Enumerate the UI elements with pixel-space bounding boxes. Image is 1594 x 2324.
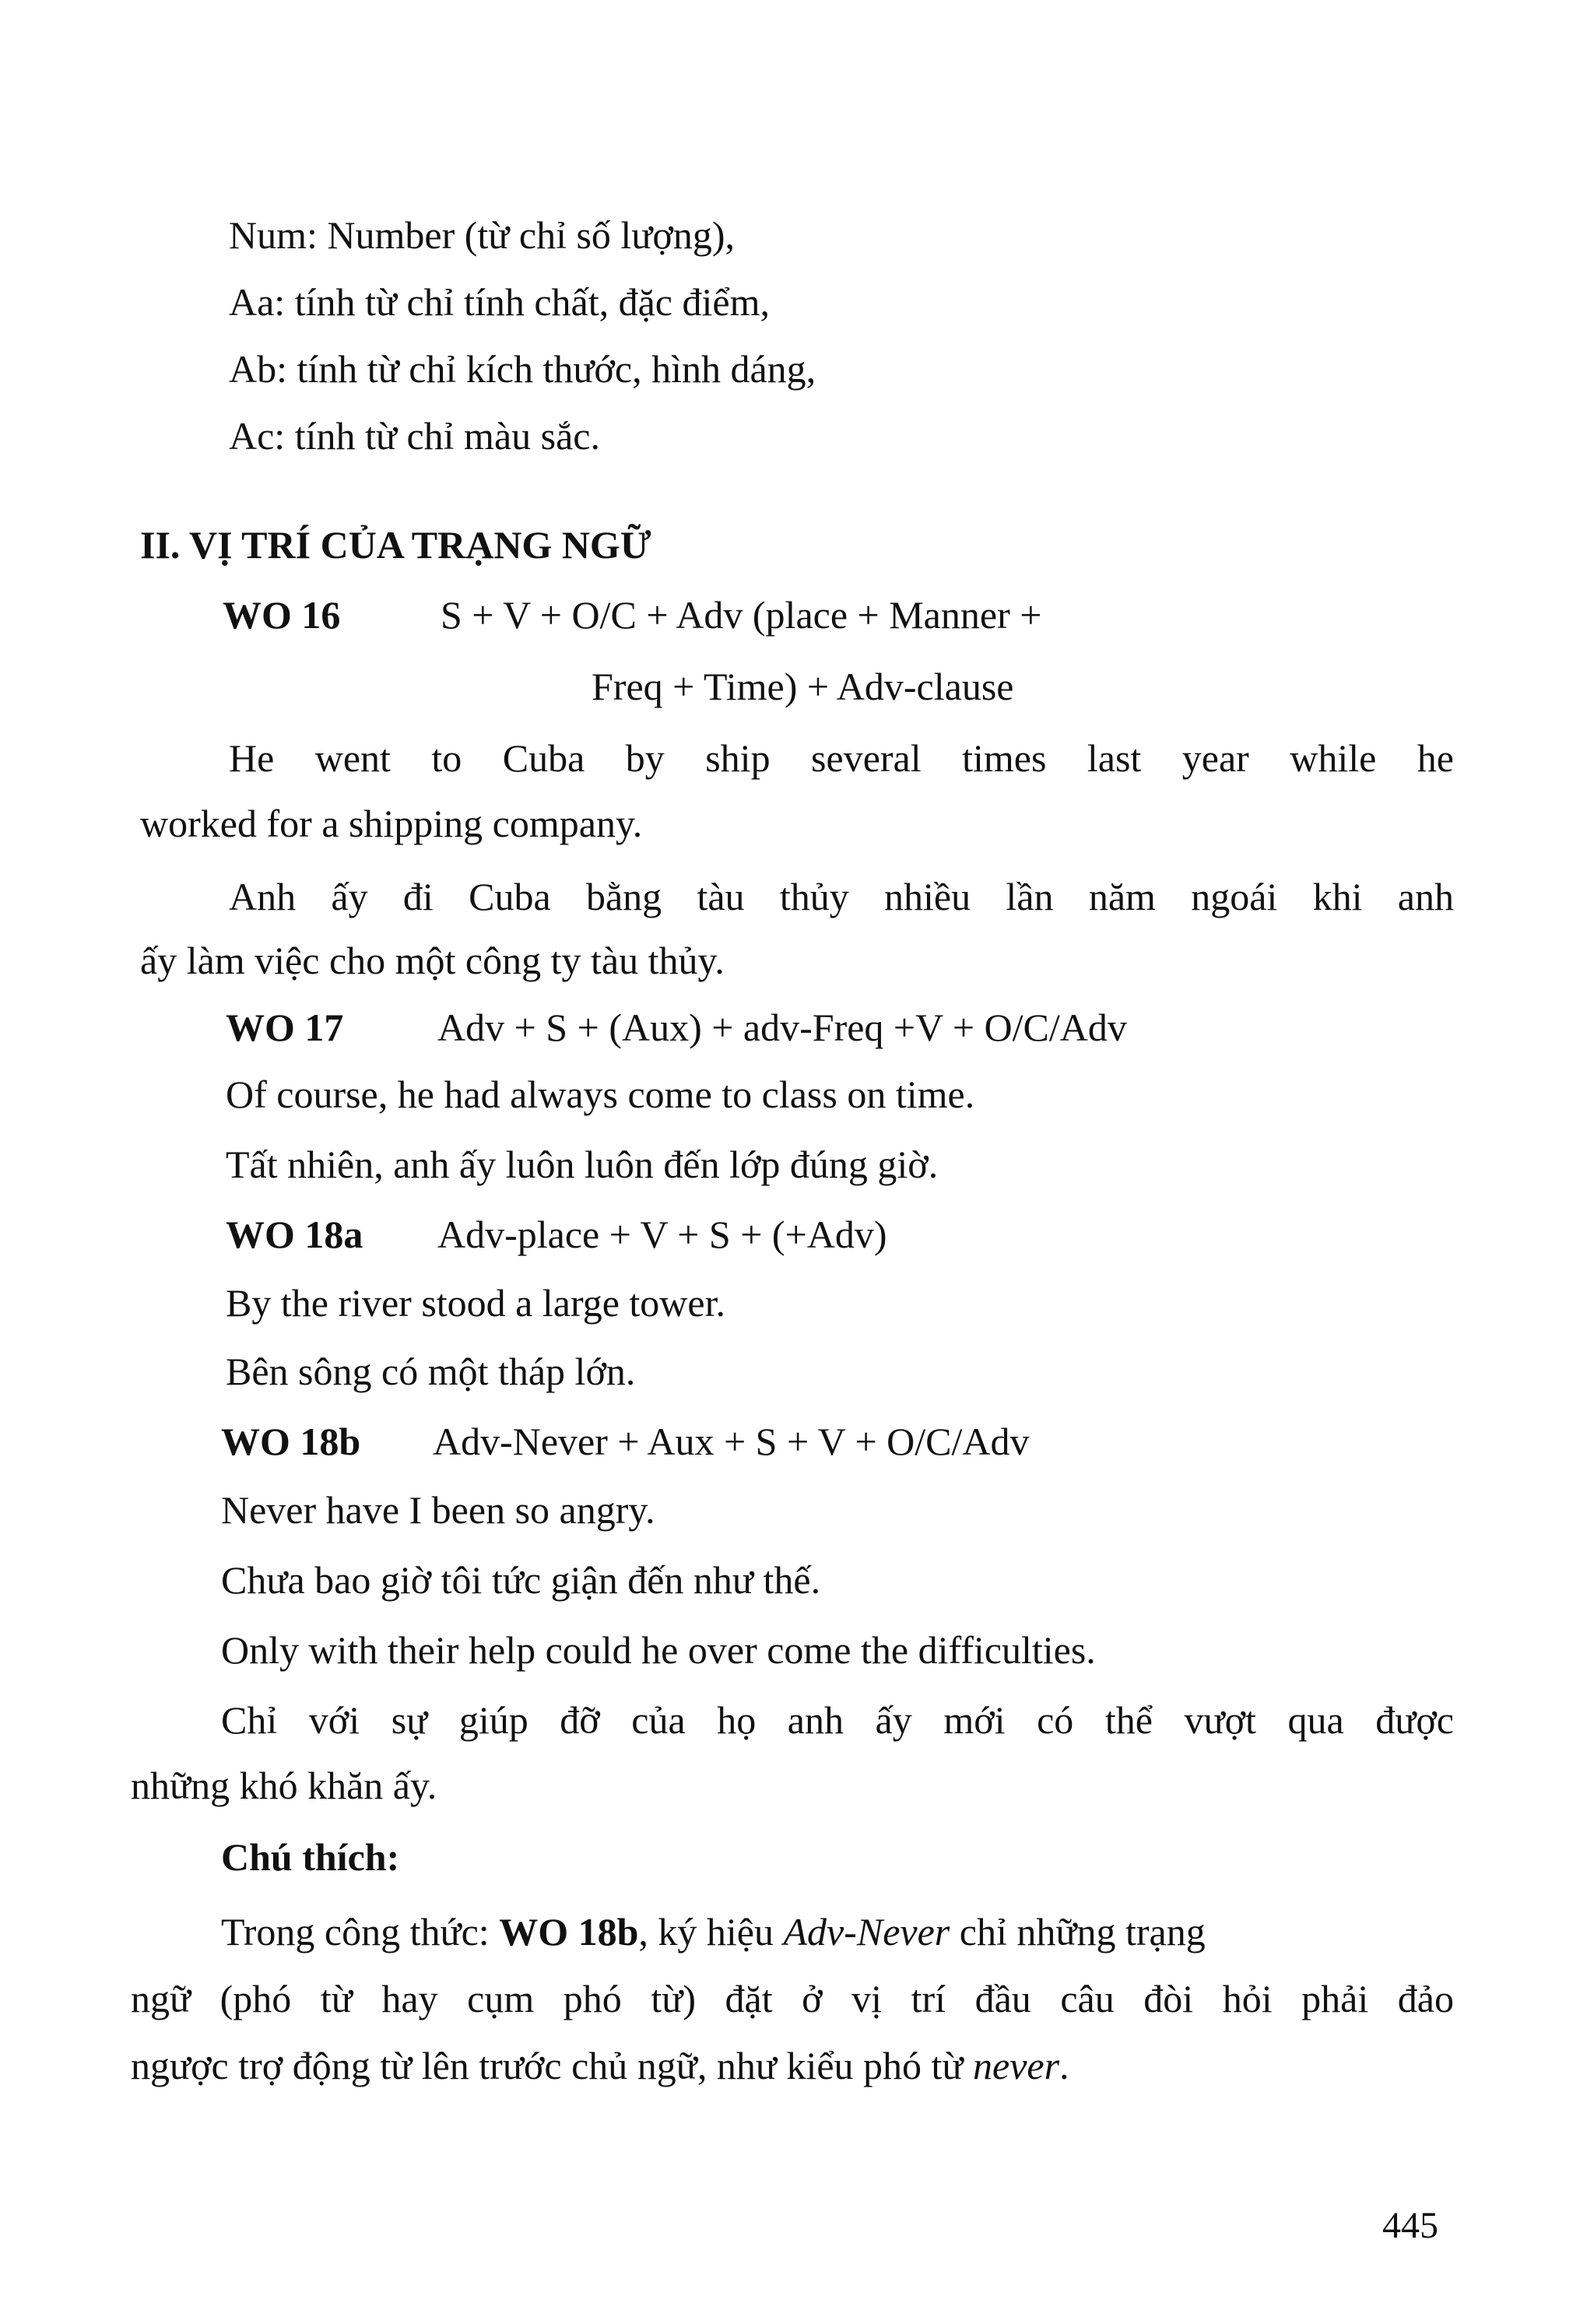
wo17-example-en: Of course, he had always come to class on time. xyxy=(226,1072,975,1116)
note-line1-b: , ký hiệu xyxy=(638,1910,784,1954)
legend-num: Num: Number (từ chỉ số lượng), xyxy=(229,213,735,257)
note-line3-a: ngược trợ động từ lên trước chủ ngữ, như kiểu phó từ xyxy=(131,2044,974,2087)
note-line3-b: . xyxy=(1059,2044,1069,2087)
wo16-rule xyxy=(223,592,1041,638)
wo18b-example2-vi-line1: Chỉ với sự giúp đỡ của họ anh ấy mới có thể vượt qua được xyxy=(221,1698,1454,1742)
wo16-formula-line1: S + V + O/C + Adv (place + Manner + xyxy=(441,593,1042,637)
wo18b-formula: Adv-Never + Aux + S + V + O/C/Adv xyxy=(433,1420,1030,1463)
wo18a-rule xyxy=(226,1211,887,1258)
page-number: 445 xyxy=(1382,2205,1438,2246)
note-line1-a: Trong công thức: xyxy=(221,1910,500,1954)
wo18b-example2-en: Only with their help could he over come the difficulties. xyxy=(221,1628,1096,1672)
legend-ab: Ab: tính từ chỉ kích thước, hình dáng, xyxy=(229,347,816,391)
wo18b-example1-vi: Chưa bao giờ tôi tức giận đến như thế. xyxy=(221,1558,821,1602)
wo18b-rule xyxy=(221,1418,1030,1465)
wo18a-formula: Adv-place + V + S + (+Adv) xyxy=(437,1213,887,1256)
legend-ac: Ac: tính từ chỉ màu sắc. xyxy=(229,414,600,458)
wo18b-example2-vi-line2: những khó khăn ấy. xyxy=(131,1764,437,1807)
wo17-rule xyxy=(226,1004,1127,1051)
wo17-formula: Adv + S + (Aux) + adv-Freq +V + O/C/Adv xyxy=(437,1006,1127,1049)
wo18b-example1-en: Never have I been so angry. xyxy=(221,1488,655,1532)
note-line1 xyxy=(221,1908,1206,1955)
wo16-example-en-line1: He went to Cuba by ship several times last year while he xyxy=(229,736,1454,780)
wo18a-example-en: By the river stood a large tower. xyxy=(226,1281,725,1325)
wo18a-example-vi: Bên sông có một tháp lớn. xyxy=(226,1350,636,1393)
wo18a-code: WO 18a xyxy=(226,1213,363,1256)
wo18b-code: WO 18b xyxy=(221,1420,361,1463)
note-line1-code: WO 18b xyxy=(499,1910,639,1954)
note-line3 xyxy=(131,2042,1069,2089)
note-line2: ngữ (phó từ hay cụm phó từ) đặt ở vị trí đầu câu đòi hỏi phải đảo xyxy=(131,1977,1454,2020)
note-line1-c: chỉ những trạng xyxy=(950,1910,1206,1954)
note-line3-term: never xyxy=(973,2044,1060,2087)
wo16-example-vi-line2: ấy làm việc cho một công ty tàu thủy. xyxy=(140,939,725,982)
wo16-example-en-line2: worked for a shipping company. xyxy=(140,802,643,845)
wo17-code: WO 17 xyxy=(226,1006,344,1049)
section-heading: II. VỊ TRÍ CỦA TRẠNG NGỮ xyxy=(140,523,651,567)
wo16-formula-line2: Freq + Time) + Adv-clause xyxy=(592,665,1014,708)
wo16-example-vi-line1: Anh ấy đi Cuba bằng tàu thủy nhiều lần năm ngoái khi anh xyxy=(229,875,1454,918)
note-line1-term: Adv-Never xyxy=(783,1910,950,1954)
note-title: Chú thích: xyxy=(221,1835,400,1879)
legend-aa: Aa: tính từ chỉ tính chất, đặc điểm, xyxy=(229,280,770,324)
wo16-code: WO 16 xyxy=(223,593,341,637)
wo17-example-vi: Tất nhiên, anh ấy luôn luôn đến lớp đúng giờ. xyxy=(226,1143,939,1186)
